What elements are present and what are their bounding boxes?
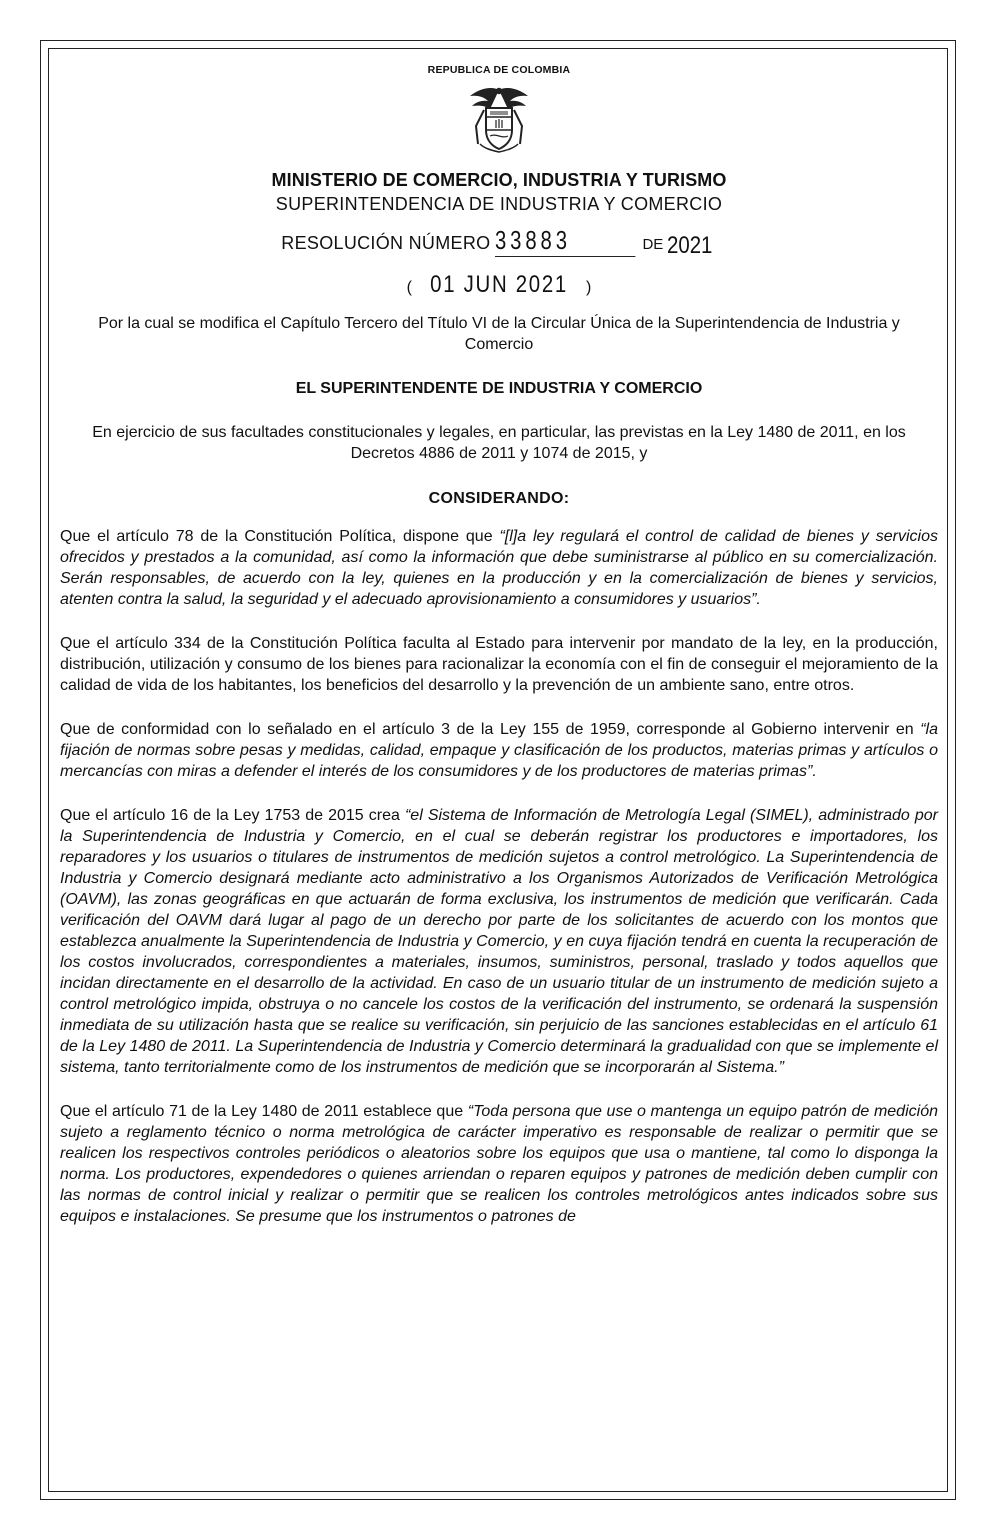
republica-label: REPUBLICA DE COLOMBIA (427, 64, 571, 76)
paragraph: Que el artículo 78 de la Constitución Política, dispone que “[l]a ley regulará el control de calidad de bienes y servicios ofrecidos y prestados a la comunidad, así como la información que debe suministrarse al público en su comercialización. Serán responsables, de acuerdo con la ley, quienes en la producción y en la comercialización de bienes y servicios, atenten contra la salud, la seguridad y el adecuado aprovisionamiento a consumidores y usuarios”. (60, 528, 939, 608)
considerando-paragraphs (60, 526, 938, 1227)
document-body (60, 64, 938, 1250)
resolucion-year: 2021 (667, 232, 713, 259)
objeto-text: Por la cual se modifica el Capítulo Tercero del Título VI de la Circular Única de la Superintendencia de Industria y Comercio (98, 315, 900, 353)
coat-of-arms-seal (466, 84, 532, 156)
ministerio-title: MINISTERIO DE COMERCIO, INDUSTRIA Y TURISMO (271, 170, 727, 190)
paragraph: Que el artículo 71 de la Ley 1480 de 2011 establece que “Toda persona que use o mantenga un equipo patrón de medición sujeto a reglamento técnico o norma metrológica de carácter imperativo es responsable de realizar o permitir que se realicen los respectivos controles periódicos o aleatorios sobre los equipos que usa o mantiene, tal como lo disponga la norma. Los productores, expendedores o quienes arriendan o reparen equipos y patrones de medición deben cumplir con las normas de control inicial y realizar o permitir que se realicen los controles metrológicos antes indicados sobre sus equipos e instalaciones. Se presume que los instrumentos o patrones de (60, 1103, 938, 1225)
considerando-title: CONSIDERANDO: (428, 490, 570, 507)
resolucion-label: RESOLUCIÓN NÚMERO (281, 233, 491, 253)
facultades-text: En ejercicio de sus facultades constitucionales y legales, en particular, las previstas en la Ley 1480 de 2011, en los Decretos 4886 de 2011 y 1074 de 2015, y (92, 424, 906, 462)
paragraph: Que el artículo 334 de la Constitución Política faculta al Estado para intervenir por mandato de la ley, en la producción, distribución, utilización y consumo de los bienes para racionalizar la economía con el fin de conseguir el mejoramiento de la calidad de vida de los habitantes, los beneficios del desarrollo y la prevención de un ambiente sano, entre otros. (60, 635, 938, 694)
paragraph: Que el artículo 16 de la Ley 1753 de 2015 crea “el Sistema de Información de Metrología Legal (SIMEL), administrado por la Superintendencia de Industria y Comercio, en el cual se deberán registrar los productores e importadores, los reparadores y los usuarios o titulares de instrumentos de medición sujetos a control metrológico. La Superintendencia de Industria y Comercio designará mediante acto administrativo a los Organismos Autorizados de Verificación Metrológica (OAVM), las zonas geográficas en que actuarán de forma exclusiva, los instrumentos de medición que verificarán. Cada verificación del OAVM dará lugar al pago de un derecho por parte de los solicitantes de acuerdo con los montos que establezca anualmente la Superintendencia de Industria y Comercio, y en cuya fijación tendrá en cuenta la recuperación de los costos involucrados, correspondientes a materiales, insumos, suministros, personal, traslado y todos aquellos que incidan directamente en el desarrollo de la actividad. En caso de un usuario titular de un instrumento de medición sujeto a control metrológico impida, obstruya o no cancele los costos de la verificación del instrumento, se ordenará la suspensión inmediata de su utilización hasta que se realice su verificación, sin perjuicio de las sanciones establecidas en el artículo 61 de la Ley 1480 de 2011. La Superintendencia de Industria y Comercio determinará la gradualidad con que se implemente el sistema, tanto territorialmente como de los instrumentos de medición que se incorporarán al Sistema.” (60, 807, 939, 1076)
paragraph: Que de conformidad con lo señalado en el artículo 3 de la Ley 155 de 1959, corresponde al Gobierno intervenir en “la fijación de normas sobre pesas y medidas, calidad, empaque y clasificación de los productos, materias primas y artículos o mercancías con miras a defender el interés de los consumidores y de los productores de materias primas”. (60, 721, 938, 780)
resolucion-number: 33883 (495, 225, 635, 257)
resolucion-line (60, 225, 938, 261)
fecha-line: ( 01 JUN 2021 ) (406, 271, 592, 298)
cargo-title: EL SUPERINTENDENTE DE INDUSTRIA Y COMERCIO (295, 380, 703, 397)
superintendencia-title: SUPERINTENDENCIA DE INDUSTRIA Y COMERCIO (275, 194, 723, 214)
de-label: DE (642, 236, 664, 253)
fecha-stamp: 01 JUN 2021 (430, 271, 568, 298)
